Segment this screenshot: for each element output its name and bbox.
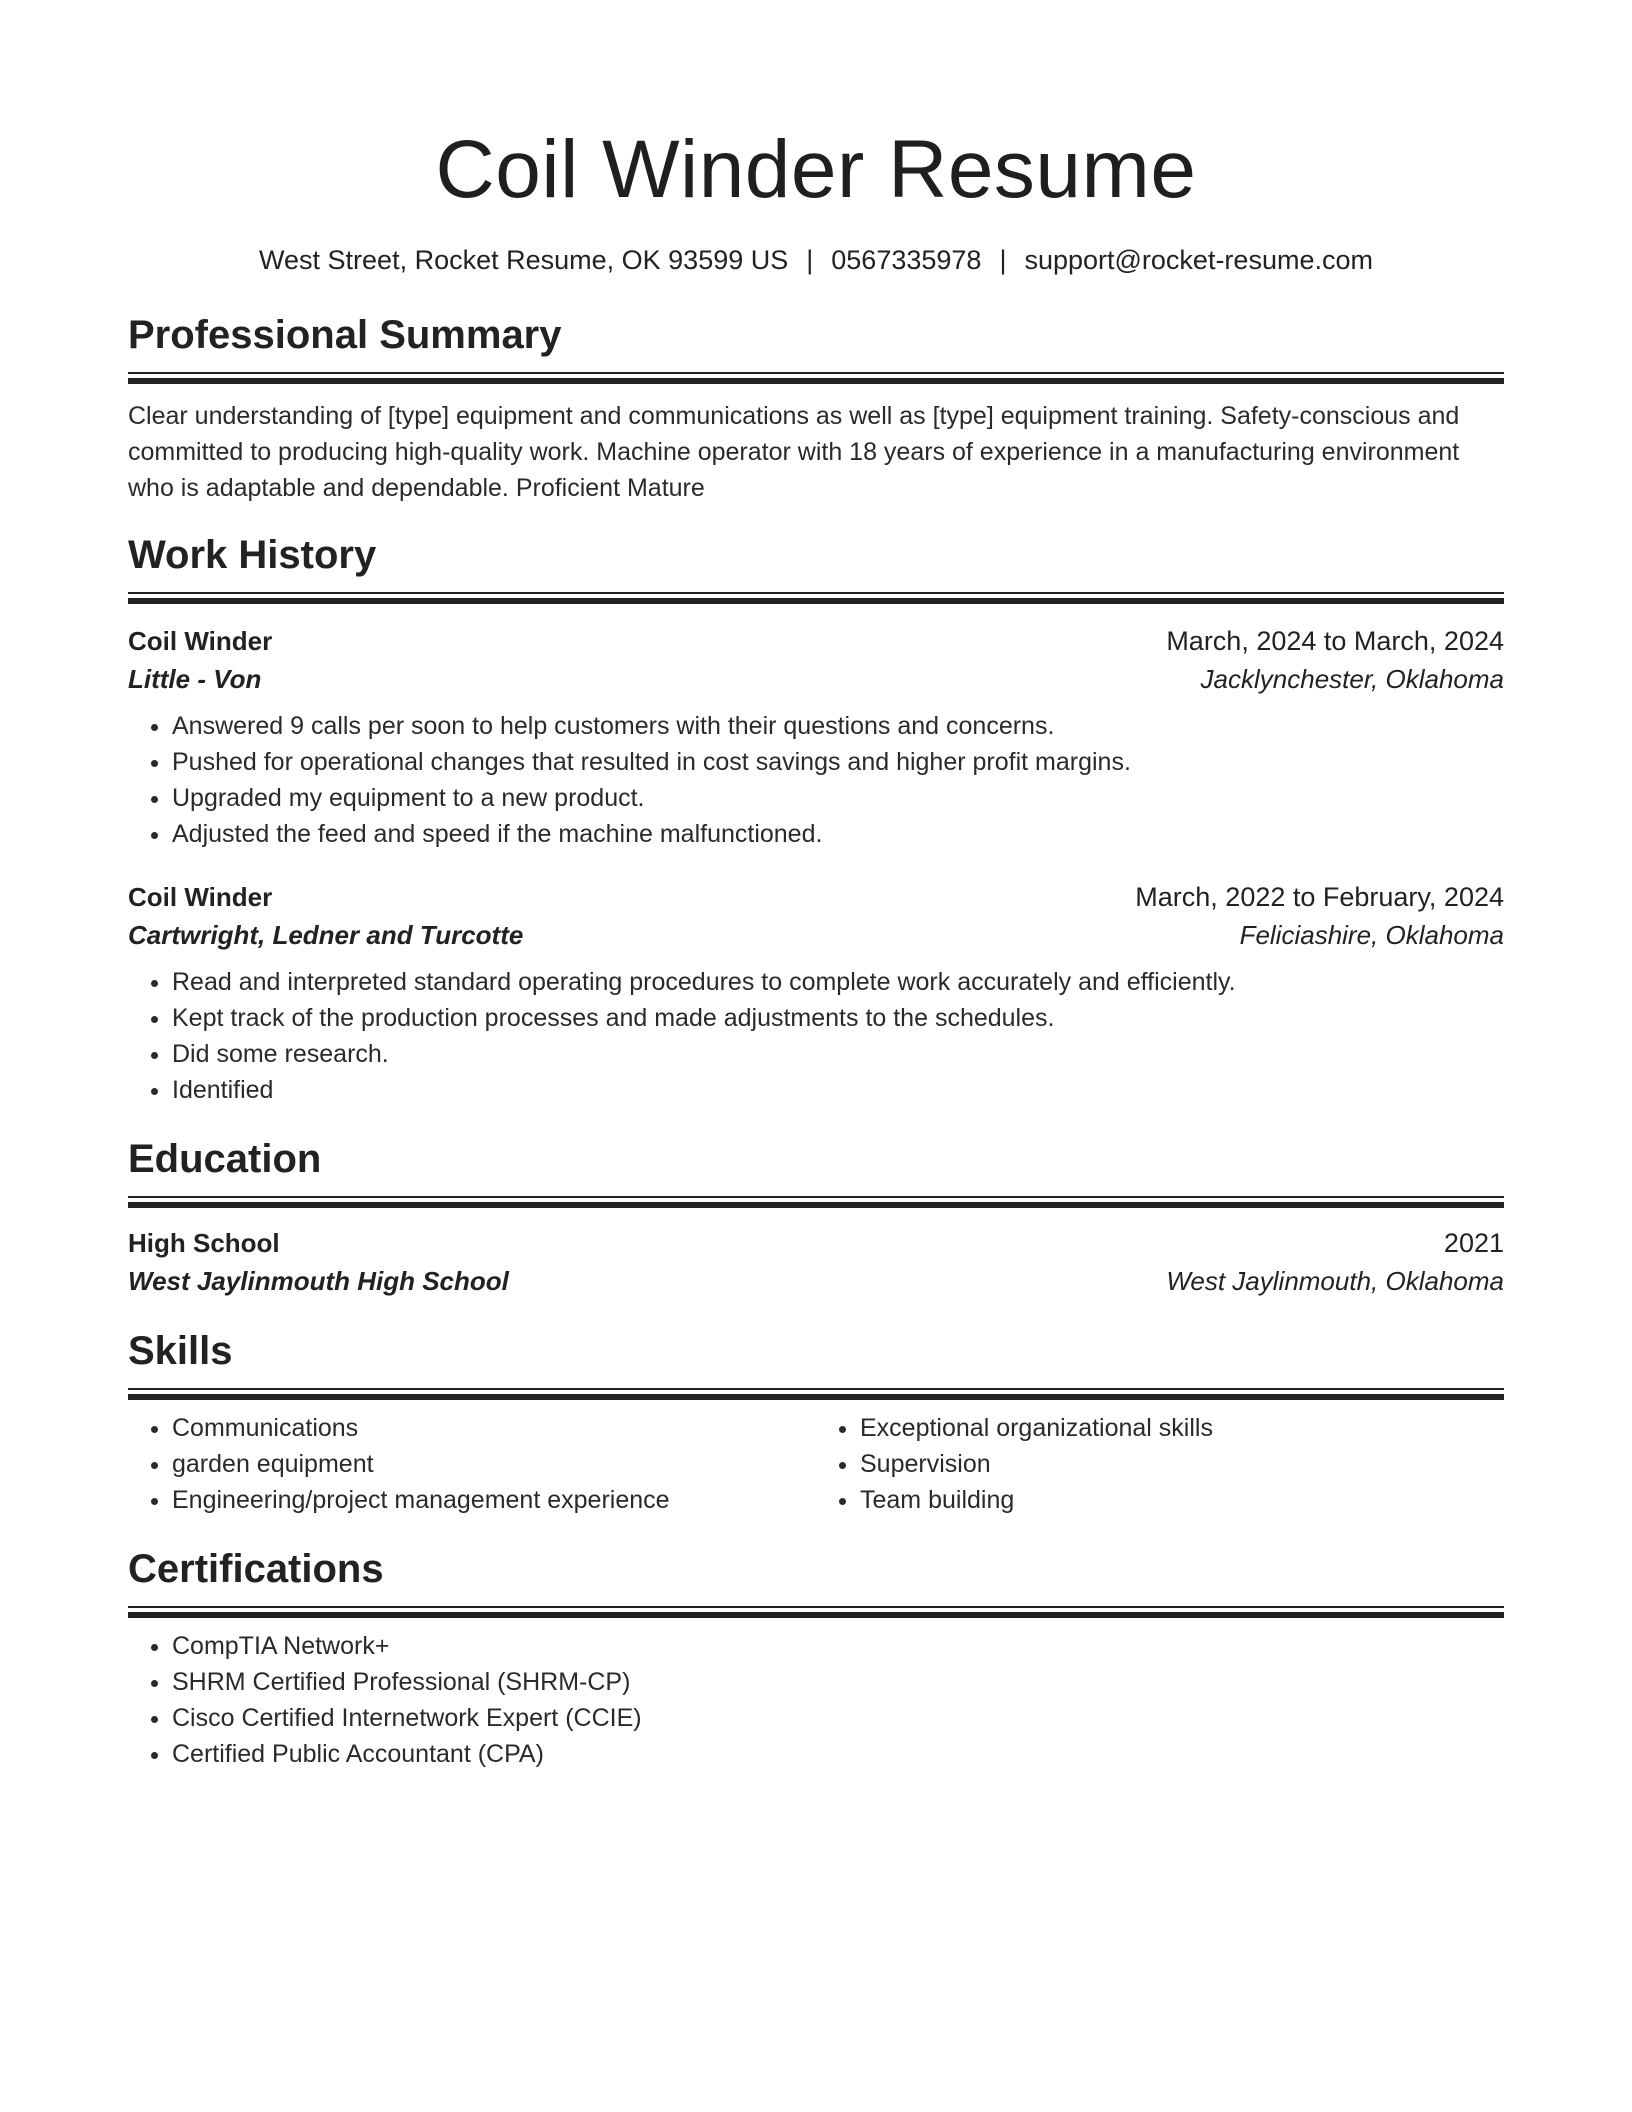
list-item: • Did some research.: [172, 1036, 1504, 1072]
section-heading-skills: Skills: [128, 1329, 233, 1373]
list-item: • Identified: [172, 1072, 1504, 1108]
education-school: West Jaylinmouth High School: [128, 1266, 509, 1296]
section-divider: [128, 1606, 1504, 1618]
job-bullets: [128, 708, 1504, 852]
job-dates: March, 2024 to March, 2024: [1166, 626, 1504, 656]
job-title: Coil Winder: [128, 882, 273, 912]
job-entry: [128, 622, 1504, 852]
education-degree: High School: [128, 1228, 280, 1258]
list-item: • garden equipment: [172, 1446, 816, 1482]
list-item: • Pushed for operational changes that resulted in cost savings and higher profit margins.: [172, 744, 1504, 780]
skills-section: [128, 1326, 1504, 1518]
job-header-row: [128, 878, 1504, 916]
list-item: • Engineering/project management experience: [172, 1482, 816, 1518]
education-section: [128, 1134, 1504, 1300]
summary-text: Clear understanding of [type] equipment and communications as well as [type] equipment training. Safety-conscious and committed to producing high-quality work. Machine operator with 18 years of experience in a manufacturing environment who is adaptable and dependable. Proficient Mature: [128, 402, 1460, 502]
contact-separator: |: [806, 245, 814, 275]
list-item: • Adjusted the feed and speed if the machine malfunctioned.: [172, 816, 1504, 852]
list-item: • Cisco Certified Internetwork Expert (CCIE): [172, 1700, 1504, 1736]
job-location: Feliciashire, Oklahoma: [1239, 920, 1504, 950]
section-heading-summary: Professional Summary: [128, 313, 562, 357]
contact-address: West Street, Rocket Resume, OK 93599 US: [259, 245, 789, 275]
section-divider: [128, 1196, 1504, 1208]
job-company-row: [128, 660, 1504, 698]
list-item: • Answered 9 calls per soon to help customers with their questions and concerns.: [172, 708, 1504, 744]
job-company: Little - Von: [128, 664, 262, 694]
resume-page: [128, 0, 1504, 1772]
summary-section: [128, 310, 1504, 506]
job-company-row: [128, 916, 1504, 954]
job-bullets: [128, 964, 1504, 1108]
section-heading-education: Education: [128, 1137, 322, 1181]
contact-separator: |: [999, 245, 1007, 275]
section-heading-work-history: Work History: [128, 533, 377, 577]
job-company: Cartwright, Ledner and Turcotte: [128, 920, 524, 950]
job-entry: [128, 878, 1504, 1108]
list-item: • Supervision: [860, 1446, 1504, 1482]
education-school-row: [128, 1262, 1504, 1300]
list-item: • Team building: [860, 1482, 1504, 1518]
section-divider: [128, 1388, 1504, 1400]
list-item: • Communications: [172, 1410, 816, 1446]
skills-columns: [128, 1400, 1504, 1518]
resume-title: Coil Winder Resume: [435, 124, 1197, 215]
list-item: • Read and interpreted standard operating procedures to complete work accurately and efficiently.: [172, 964, 1504, 1000]
section-heading-certifications: Certifications: [128, 1547, 384, 1591]
education-entry: [128, 1224, 1504, 1300]
work-history-section: [128, 530, 1504, 1108]
section-divider: [128, 372, 1504, 384]
certifications-list: [128, 1628, 1504, 1772]
certifications-section: [128, 1544, 1504, 1772]
skills-list-right: [816, 1410, 1504, 1518]
section-divider: [128, 592, 1504, 604]
contact-phone: 0567335978: [831, 245, 982, 275]
education-location: West Jaylinmouth, Oklahoma: [1166, 1266, 1504, 1296]
list-item: • CompTIA Network+: [172, 1628, 1504, 1664]
list-item: • SHRM Certified Professional (SHRM-CP): [172, 1664, 1504, 1700]
education-header-row: [128, 1224, 1504, 1262]
job-title: Coil Winder: [128, 626, 273, 656]
list-item: • Certified Public Accountant (CPA): [172, 1736, 1504, 1772]
job-header-row: [128, 622, 1504, 660]
list-item: • Exceptional organizational skills: [860, 1410, 1504, 1446]
list-item: • Upgraded my equipment to a new product.: [172, 780, 1504, 816]
job-dates: March, 2022 to February, 2024: [1135, 882, 1504, 912]
education-year: 2021: [1443, 1228, 1504, 1258]
job-location: Jacklynchester, Oklahoma: [1200, 664, 1504, 694]
contact-line: [128, 242, 1504, 278]
list-item: • Kept track of the production processes and made adjustments to the schedules.: [172, 1000, 1504, 1036]
skills-list-left: [128, 1410, 816, 1518]
contact-email: support@rocket-resume.com: [1024, 245, 1373, 275]
